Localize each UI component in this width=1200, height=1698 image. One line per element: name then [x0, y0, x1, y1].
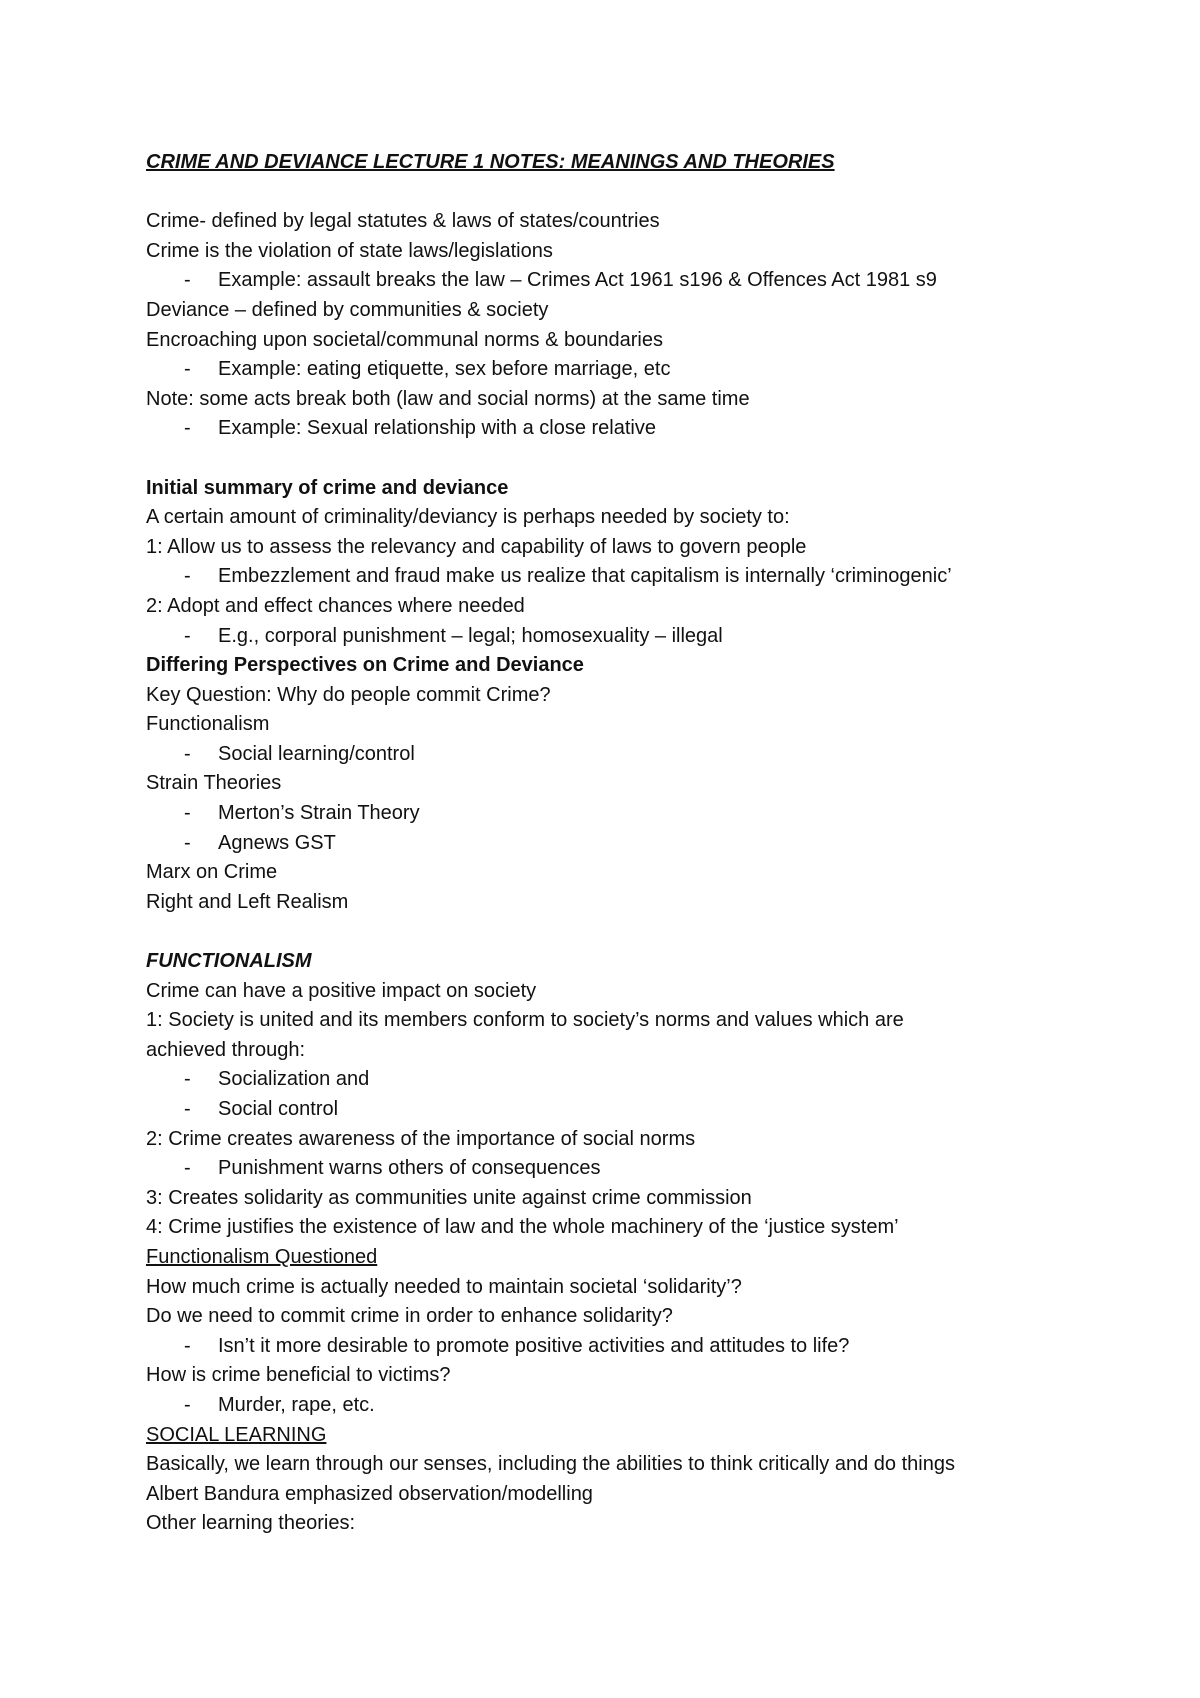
- bullet-text: Example: eating etiquette, sex before marriage, etc: [218, 358, 671, 381]
- text-line: Encroaching upon societal/communal norms & boundaries: [146, 328, 663, 351]
- document-page: [146, 148, 1146, 1539]
- bullet-item: [146, 740, 1146, 770]
- section-heading-summary: Initial summary of crime and deviance: [146, 476, 509, 499]
- blank-line: [146, 178, 1146, 208]
- text-line: Crime- defined by legal statutes & laws of states/countries: [146, 210, 660, 233]
- bullet-item: [146, 799, 1146, 829]
- bullet-text: Merton’s Strain Theory: [218, 802, 420, 825]
- bullet-item: [146, 622, 1146, 652]
- bullet-dash: -: [184, 624, 191, 647]
- text-line: How is crime beneficial to victims?: [146, 1364, 451, 1387]
- bullet-text: Example: assault breaks the law – Crimes Act 1961 s196 & Offences Act 1981 s9: [218, 269, 937, 292]
- bullet-item: [146, 1095, 1146, 1125]
- bullet-dash: -: [184, 417, 191, 440]
- text-line: Key Question: Why do people commit Crime?: [146, 683, 551, 706]
- bullet-dash: -: [184, 1157, 191, 1180]
- bullet-dash: -: [184, 1068, 191, 1091]
- text-line: 2: Crime creates awareness of the importance of social norms: [146, 1127, 696, 1150]
- bullet-text: Social learning/control: [218, 742, 415, 765]
- bullet-item: [146, 266, 1146, 296]
- document-title: CRIME AND DEVIANCE LECTURE 1 NOTES: MEANINGS AND THEORIES: [146, 151, 835, 173]
- section-heading-perspectives: Differing Perspectives on Crime and Deviance: [146, 654, 584, 677]
- bullet-text: E.g., corporal punishment – legal; homosexuality – illegal: [218, 624, 723, 647]
- bullet-text: Social control: [218, 1098, 339, 1120]
- bullet-dash: -: [184, 1098, 191, 1120]
- bullet-item: [146, 1332, 1146, 1362]
- bullet-item: [146, 1391, 1146, 1421]
- bullet-item: [146, 355, 1146, 385]
- text-line: Other learning theories:: [146, 1512, 356, 1535]
- text-line: Albert Bandura emphasized observation/modelling: [146, 1482, 593, 1505]
- bullet-text: Murder, rape, etc.: [218, 1393, 375, 1416]
- text-line: Marx on Crime: [146, 861, 278, 884]
- bullet-item: [146, 829, 1146, 859]
- bullet-item: [146, 1065, 1146, 1095]
- bullet-text: Isn’t it more desirable to promote positive activities and attitudes to life?: [218, 1334, 850, 1357]
- bullet-dash: -: [184, 1334, 191, 1357]
- text-line: Crime is the violation of state laws/legislations: [146, 239, 553, 262]
- text-line: How much crime is actually needed to maintain societal ‘solidarity’?: [146, 1275, 742, 1298]
- bullet-dash: -: [184, 269, 191, 292]
- text-line: Crime can have a positive impact on society: [146, 979, 537, 1002]
- text-line: Right and Left Realism: [146, 890, 349, 913]
- bullet-dash: -: [184, 358, 191, 381]
- bullet-dash: -: [184, 802, 191, 825]
- bullet-dash: -: [184, 565, 191, 588]
- section-heading-functionalism: FUNCTIONALISM: [146, 950, 312, 973]
- bullet-item: [146, 562, 1146, 592]
- text-line: 1: Allow us to assess the relevancy and capability of laws to govern people: [146, 535, 807, 558]
- blank-line: [146, 917, 1146, 947]
- bullet-dash: -: [184, 831, 191, 854]
- bullet-text: Punishment warns others of consequences: [218, 1157, 601, 1180]
- text-line: A certain amount of criminality/deviancy is perhaps needed by society to:: [146, 506, 790, 529]
- text-line: 1: Society is united and its members conform to society’s norms and values which are: [146, 1009, 904, 1032]
- text-line: achieved through:: [146, 1038, 306, 1061]
- bullet-item: [146, 1154, 1146, 1184]
- section-heading-social-learning: SOCIAL LEARNING: [146, 1423, 327, 1446]
- bullet-text: Embezzlement and fraud make us realize that capitalism is internally ‘criminogenic’: [218, 565, 952, 588]
- bullet-item: [146, 414, 1146, 444]
- text-line: Strain Theories: [146, 772, 282, 795]
- text-line: 3: Creates solidarity as communities unite against crime commission: [146, 1186, 752, 1209]
- text-line: Deviance – defined by communities & society: [146, 298, 549, 321]
- section-heading-questioned: Functionalism Questioned: [146, 1245, 378, 1268]
- bullet-dash: -: [184, 742, 191, 765]
- blank-line: [146, 444, 1146, 474]
- text-line: Functionalism: [146, 713, 270, 736]
- bullet-text: Agnews GST: [218, 831, 336, 854]
- bullet-text: Socialization and: [218, 1068, 370, 1091]
- text-line: Do we need to commit crime in order to enhance solidarity?: [146, 1305, 673, 1328]
- text-line: 4: Crime justifies the existence of law and the whole machinery of the ‘justice system’: [146, 1216, 899, 1239]
- text-line: 2: Adopt and effect chances where needed: [146, 594, 525, 617]
- text-line: Note: some acts break both (law and social norms) at the same time: [146, 387, 750, 410]
- bullet-text: Example: Sexual relationship with a close relative: [218, 417, 656, 440]
- bullet-dash: -: [184, 1393, 191, 1416]
- text-line: Basically, we learn through our senses, including the abilities to think critically and do things: [146, 1453, 955, 1476]
